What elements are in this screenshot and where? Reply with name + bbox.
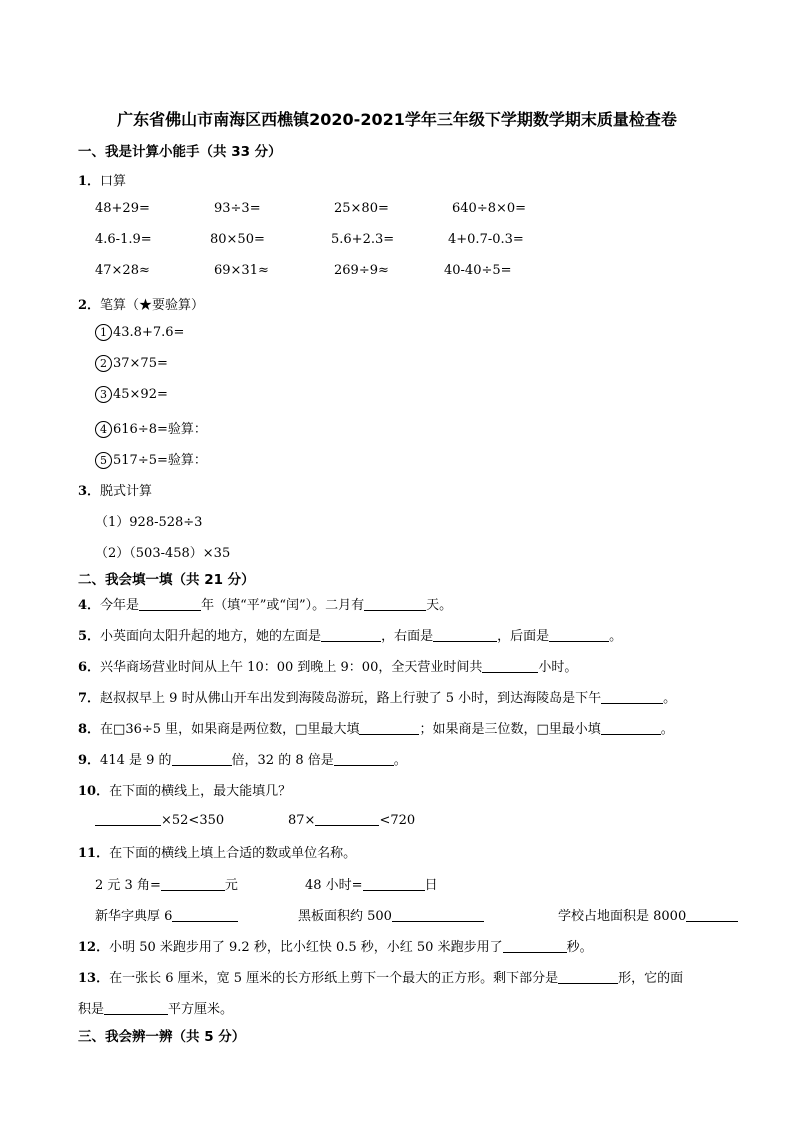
q12: 12．小明 50 米跑步用了 9.2 秒，比小红快 0.5 秒，小红 50 米跑步用了 秒。 <box>78 940 593 955</box>
answer-blank[interactable] <box>503 938 567 953</box>
q11-item: 学校占地面积是 8000 <box>558 905 738 924</box>
answer-blank[interactable] <box>558 969 618 984</box>
q1-heading: 1．口算 <box>78 174 127 189</box>
answer-blank[interactable] <box>433 627 497 642</box>
q13-line1: 13．在一张长 6 厘米，宽 5 厘米的长方形纸上剪下一个最大的正方形。剩下部分是 形，它的面 <box>78 971 684 986</box>
q11-item: 新华字典厚 6 <box>95 905 238 924</box>
circle-number-icon: 3 <box>95 386 112 403</box>
answer-blank[interactable] <box>364 596 426 611</box>
section-3-heading: 三、我会辨一辨（共 5 分） <box>78 1029 246 1045</box>
page-title: 广东省佛山市南海区西樵镇2020-2021学年三年级下学期数学期末质量检查卷 <box>117 110 677 129</box>
answer-blank[interactable] <box>601 720 661 735</box>
answer-blank[interactable] <box>139 596 201 611</box>
section-1-heading: 一、我是计算小能手（共 33 分） <box>78 144 282 160</box>
answer-blank[interactable] <box>686 907 738 922</box>
mental-math-item: 4.6-1.9= <box>95 232 152 247</box>
circle-number-icon: 2 <box>95 355 112 372</box>
answer-blank[interactable] <box>104 1000 168 1015</box>
answer-blank[interactable] <box>601 689 663 704</box>
q9: 9．414 是 9 的 倍，32 的 8 倍是 。 <box>78 753 407 768</box>
q8: 8．在□36÷5 里，如果商是两位数，□里最大填 ；如果商是三位数，□里最小填 。 <box>78 722 674 737</box>
q7: 7．赵叔叔早上 9 时从佛山开车出发到海陵岛游玩，路上行驶了 5 小时，到达海陵岛是下午 。 <box>78 691 677 706</box>
answer-blank[interactable] <box>392 907 484 922</box>
circle-number-icon: 4 <box>95 421 112 438</box>
step-calc-item: （2）（503-458）×35 <box>95 546 231 561</box>
mental-math-item: 40-40÷5= <box>444 263 512 278</box>
q2-heading: 2．笔算（★要验算） <box>78 298 205 313</box>
q10-heading: 10．在下面的横线上，最大能填几？ <box>78 784 292 799</box>
mental-math-item: 640÷8×0= <box>452 201 527 216</box>
q11-item: 黑板面积约 500 <box>298 905 484 924</box>
q3-heading: 3．脱式计算 <box>78 484 153 499</box>
answer-blank[interactable] <box>334 751 394 766</box>
answer-blank[interactable] <box>172 751 232 766</box>
written-calc-item: 5 517÷5=验算： <box>95 449 207 469</box>
answer-blank[interactable] <box>161 876 225 891</box>
answer-blank[interactable] <box>172 907 238 922</box>
q11-item: 2 元 3 角= 元 <box>95 878 238 893</box>
written-calc-item: 1 43.8+7.6= <box>95 324 184 341</box>
mental-math-item: 25×80= <box>334 201 389 216</box>
written-calc-item: 4 616÷8=验算： <box>95 418 207 438</box>
q11-item: 48 小时= 日 <box>305 878 438 893</box>
q11-heading: 11．在下面的横线上填上合适的数或单位名称。 <box>78 846 357 861</box>
q13-line2: 积是 平方厘米。 <box>78 1002 234 1017</box>
q6: 6．兴华商场营业时间从上午 10：00 到晚上 9：00，全天营业时间共 小时。 <box>78 660 578 675</box>
answer-blank[interactable] <box>363 876 425 891</box>
mental-math-item: 5.6+2.3= <box>331 232 395 247</box>
q10-item: 87× <720 <box>288 813 416 828</box>
mental-math-item: 69×31≈ <box>214 263 269 278</box>
mental-math-item: 93÷3= <box>214 201 261 216</box>
written-calc-item: 3 45×92= <box>95 386 168 403</box>
q10-item: ×52<350 <box>95 811 224 828</box>
answer-blank[interactable] <box>321 627 381 642</box>
circle-number-icon: 1 <box>95 324 112 341</box>
mental-math-item: 4+0.7-0.3= <box>448 232 524 247</box>
answer-blank[interactable] <box>549 627 609 642</box>
answer-blank[interactable] <box>95 811 161 826</box>
mental-math-item: 48+29= <box>95 201 150 216</box>
written-calc-item: 2 37×75= <box>95 355 168 372</box>
circle-number-icon: 5 <box>95 452 112 469</box>
q4: 4．今年是 年（填“平”或“闰”）。二月有 天。 <box>78 598 453 613</box>
answer-blank[interactable] <box>315 811 379 826</box>
answer-blank[interactable] <box>359 720 419 735</box>
mental-math-item: 47×28≈ <box>95 263 150 278</box>
step-calc-item: （1）928-528÷3 <box>95 515 203 530</box>
section-2-heading: 二、我会填一填（共 21 分） <box>78 572 255 588</box>
answer-blank[interactable] <box>482 658 538 673</box>
q5: 5．小英面向太阳升起的地方，她的左面是 ，右面是 ，后面是 。 <box>78 629 623 644</box>
mental-math-item: 269÷9≈ <box>334 263 389 278</box>
mental-math-item: 80×50= <box>210 232 265 247</box>
